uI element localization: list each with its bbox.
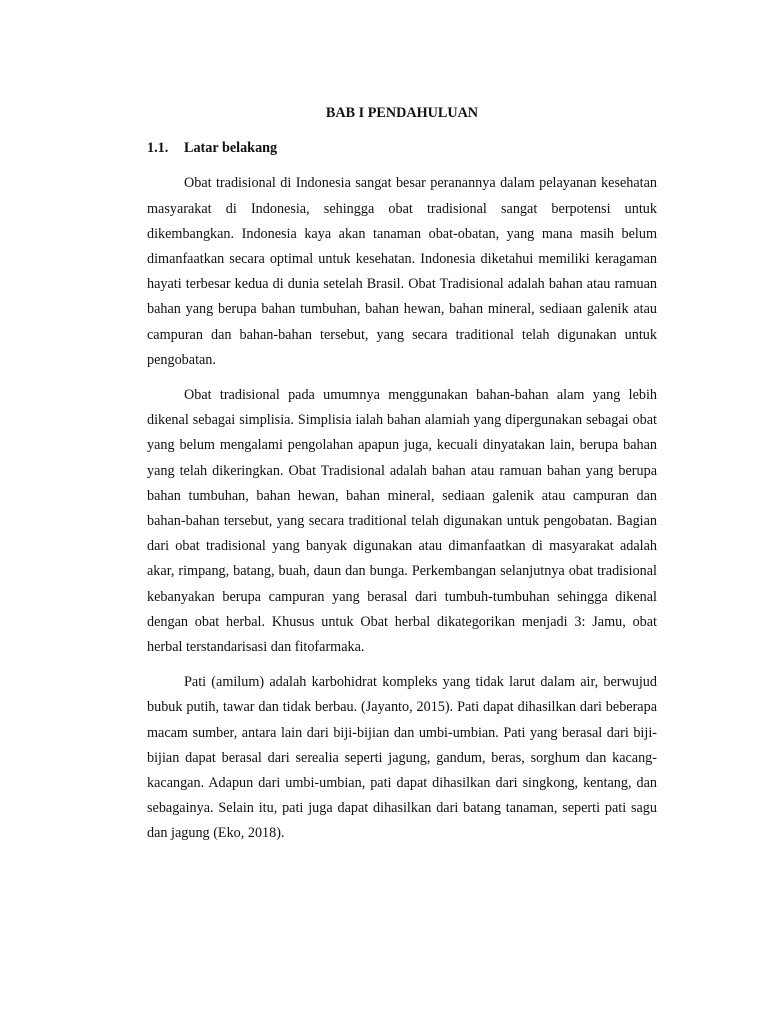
chapter-title: BAB I PENDAHULUAN bbox=[325, 105, 479, 121]
paragraph-obat-tradisional: Obat tradisional di Indonesia sangat besar peranannya dalam pelayanan kesehatan masyarakat di Indonesia, sehingga obat tradisional sangat berpotensi untuk dikembangkan. Indonesia kaya akan tanaman obat-obatan, yang mana masih belum dimanfaatkan secara optimal untuk kesehatan. Indonesia diketahui memiliki keragaman hayati terbesar kedua di dunia setelah Brasil. Obat Tradisional adalah bahan atau ramuan bahan yang berupa bahan tumbuhan, bahan hewan, bahan mineral, sediaan galenik atau campuran dan bahan-bahan tersebut, yang secara traditional telah digunakan untuk pengobatan. bbox=[147, 175, 657, 368]
section-number: 1.1. bbox=[147, 140, 169, 157]
section-heading bbox=[147, 136, 657, 161]
section-title: Latar belakang bbox=[184, 140, 278, 157]
document-body bbox=[147, 101, 657, 857]
paragraph-pati: Pati (amilum) adalah karbohidrat kompleks yang tidak larut dalam air, berwujud bubuk putih, tawar dan tidak berbau. (Jayanto, 2015). Pati dapat dihasilkan dari beberapa macam sumber, antara lain dari biji-bijian dan umbi-umbian. Pati yang berasal dari biji-bijian dapat berasal dari serealia seperti jagung, gandum, beras, sorghum dan kacang-kacangan. Adapun dari umbi-umbian, pati dapat dihasilkan dari singkong, kentang, dan sebagainya. Selain itu, pati juga dapat dihasilkan dari batang tanaman, seperti pati sagu dan jagung (Eko, 2018). bbox=[147, 674, 657, 842]
paragraph-simplisia: Obat tradisional pada umumnya menggunakan bahan-bahan alam yang lebih dikenal sebagai simplisia. Simplisia ialah bahan alamiah yang dipergunakan sebagai obat yang belum mengalami pengolahan apapun juga, kecuali dinyatakan lain, berupa bahan yang telah dikeringkan. Obat Tradisional adalah bahan atau ramuan bahan yang berupa bahan tumbuhan, bahan hewan, bahan mineral, sediaan galenik atau campuran dan bahan-bahan tersebut, yang secara traditional telah digunakan untuk pengobatan. Bagian dari obat tradisional yang banyak digunakan atau dimanfaatkan di masyarakat adalah akar, rimpang, batang, buah, daun dan bunga. Perkembangan selanjutnya obat tradisional kebanyakan berupa campuran yang berasal dari tumbuh-tumbuhan sehingga dikenal dengan obat herbal. Khusus untuk Obat herbal dikategorikan menjadi 3: Jamu, obat herbal terstandarisasi dan fitofarmaka. bbox=[147, 387, 657, 656]
